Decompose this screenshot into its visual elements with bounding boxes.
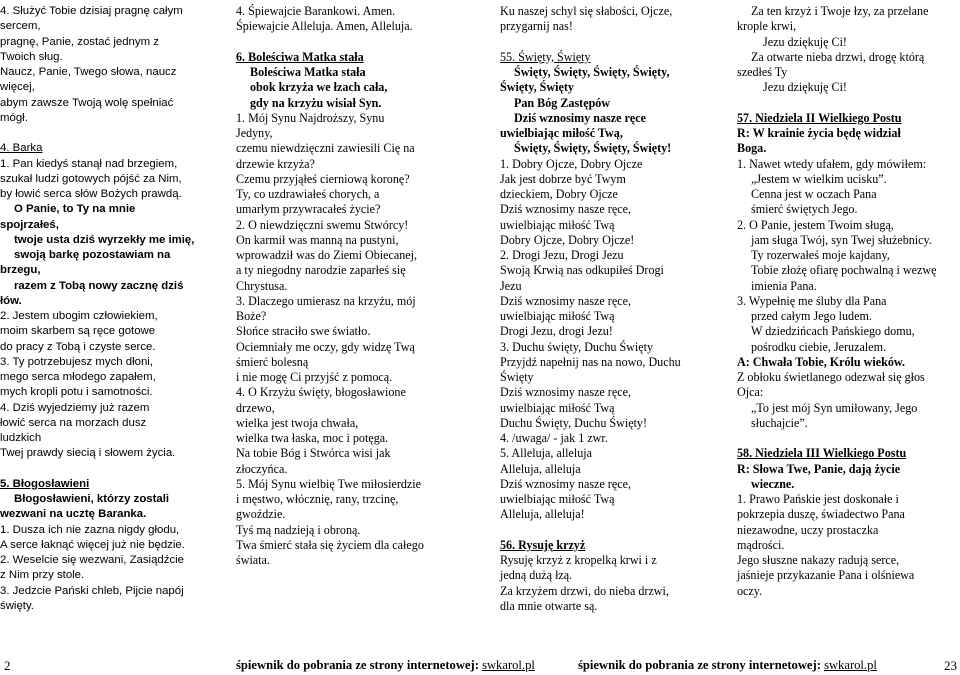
text-line: uwielbiając miłość Twą bbox=[500, 309, 615, 323]
text-line: 1. Pan kiedyś stanął nad brzegiem, bbox=[0, 157, 178, 170]
footer-link[interactable]: swkarol.pl bbox=[824, 658, 877, 672]
text-line: oczy. bbox=[737, 583, 763, 598]
text-line: Boga. bbox=[737, 141, 767, 156]
text-line: abym zawsze Twoją wolę spełniać bbox=[0, 96, 174, 109]
text-line: Boleściwa Matka stała bbox=[250, 65, 366, 79]
text-line: Za ten krzyż i Twoje łzy, za przelane bbox=[751, 4, 929, 18]
text-line: wielka twa łaska, moc i potęga. bbox=[236, 431, 389, 445]
text-line: Ty rozerwałeś moje kajdany, bbox=[751, 248, 890, 262]
text-line: śmierć bolesną bbox=[236, 354, 309, 369]
text-line: 2. Jestem ubogim człowiekiem, bbox=[0, 310, 158, 322]
footer-link[interactable]: swkarol.pl bbox=[482, 658, 535, 672]
column-4 bbox=[737, 4, 960, 599]
text-line: swoją barkę pozostawiam na bbox=[14, 249, 171, 261]
text-line: drzewie krzyża? bbox=[236, 156, 315, 171]
text-line: święty. bbox=[0, 599, 34, 612]
text-line: wezwani na ucztę Baranka. bbox=[0, 508, 147, 521]
text-line: łowić serca na morzach dusz bbox=[0, 416, 147, 429]
text-line: 57. Niedziela II Wielkiego Postu bbox=[737, 110, 902, 125]
text-line: niezawodne, uczy prostaczka bbox=[737, 522, 879, 537]
text-line: Jezu bbox=[500, 278, 522, 293]
text-line: moim skarbem są ręce gotowe bbox=[0, 325, 156, 338]
text-line: Ku naszej schyl się słabości, Ojcze, bbox=[500, 4, 673, 18]
text-line: 1. Nawet wtedy ufałem, gdy mówiłem: bbox=[737, 156, 927, 171]
text-line: 55. Święty, Święty bbox=[500, 49, 591, 64]
text-line: Dziś wznosimy nasze ręce, bbox=[500, 202, 631, 217]
text-line: 5. Błogosławieni bbox=[0, 477, 90, 490]
text-line: 3. Dlaczego umierasz na krzyżu, mój bbox=[236, 293, 416, 308]
text-line bbox=[500, 523, 726, 538]
text-line: Swoją Krwią nas odkupiłeś Drogi bbox=[500, 263, 664, 278]
text-line: łów. bbox=[0, 294, 22, 307]
text-line: Tobie złożę ofiarę pochwalną i wezwę bbox=[751, 263, 937, 278]
text-line: krople krwi, bbox=[737, 19, 797, 34]
text-line: 1. Mój Synu Najdroższy, Synu bbox=[236, 110, 385, 125]
text-line: Dziś wznosimy nasze ręce, bbox=[500, 385, 631, 400]
text-line: Błogosławieni, którzy zostali bbox=[14, 493, 170, 505]
text-line: ludzkich bbox=[0, 432, 42, 444]
text-line: Rysuję krzyż z kropelką krwi i z bbox=[500, 553, 657, 567]
text-line: uwielbiając miłość Twą bbox=[500, 400, 615, 415]
page-number-left: 2 bbox=[4, 658, 11, 673]
text-line: Jego słuszne nakazy radują serce, bbox=[737, 553, 900, 567]
text-line: Święty bbox=[500, 370, 534, 384]
text-line: szukał ludzi gotowych pójść za Nim, bbox=[0, 172, 182, 185]
text-line: Za krzyżem drzwi, do nieba drzwi, bbox=[500, 583, 669, 598]
column-3 bbox=[500, 4, 726, 614]
text-line: dla mnie otwarte są. bbox=[500, 598, 598, 613]
text-line: mego serca młodego zapałem, bbox=[0, 371, 156, 383]
text-line: uwielbiając miłość Twą bbox=[500, 492, 615, 506]
text-line: pragnę, Panie, zostać jednym z bbox=[0, 35, 159, 48]
text-line: umarłym przywracałeś życie? bbox=[236, 202, 381, 217]
text-line: Twoich sług. bbox=[0, 50, 63, 63]
text-line: 6. Boleściwa Matka stała bbox=[236, 49, 364, 64]
text-line: brzegu, bbox=[0, 264, 41, 277]
text-line bbox=[737, 96, 960, 111]
text-line: spojrzałeś, bbox=[0, 218, 59, 231]
text-line: A: Chwała Tobie, Królu wieków. bbox=[737, 354, 905, 369]
text-line: imienia Pana. bbox=[751, 278, 817, 293]
text-line: do pracy z Tobą i czyste serce. bbox=[0, 340, 156, 353]
text-line: 2. O niewdzięczni swemu Stwórcy! bbox=[236, 217, 409, 232]
text-line bbox=[737, 431, 960, 446]
text-line: sercem, bbox=[0, 20, 41, 33]
text-line: mądrości. bbox=[737, 537, 785, 552]
page-number-right: 23 bbox=[944, 658, 957, 673]
text-line: 3. Duchu święty, Duchu Święty bbox=[500, 339, 654, 354]
text-line: szedłeś Ty bbox=[737, 65, 788, 79]
text-line: 4. Barka bbox=[0, 142, 43, 155]
text-line: wieczne. bbox=[751, 476, 795, 491]
text-line: 5. Mój Synu wielbię Twe miłosierdzie bbox=[236, 476, 422, 491]
text-line: Ty, co uzdrawiałeś chorych, a bbox=[236, 187, 380, 201]
text-line bbox=[0, 126, 228, 141]
text-line: Na tobie Bóg i Stwórca wisi jak bbox=[236, 446, 391, 461]
text-line: Duchu Święty, Duchu Święty! bbox=[500, 415, 648, 430]
text-line: obok krzyża we łzach cała, bbox=[250, 80, 388, 95]
text-line: W dziedzińcach Pańskiego domu, bbox=[751, 324, 915, 339]
text-line: 4. O Krzyżu święty, błogosławione bbox=[236, 385, 406, 400]
text-line: Jak jest dobrze być Twym bbox=[500, 171, 626, 186]
text-line: 3. Wypełnię me śluby dla Pana bbox=[737, 293, 887, 308]
text-line: Śpiewajcie Alleluja. Amen, Alleluja. bbox=[236, 19, 413, 34]
text-line: 2. O Panie, jestem Twoim sługą, bbox=[737, 217, 894, 232]
text-line: Dziś wznosimy nasze ręce bbox=[514, 110, 646, 125]
text-line: 56. Rysuję krzyż bbox=[500, 537, 586, 552]
text-line: Dziś wznosimy nasze ręce, bbox=[500, 476, 631, 491]
text-line: słuchajcie”. bbox=[751, 415, 808, 430]
text-line: Przyjdź napełnij nas na nowo, Duchu bbox=[500, 354, 681, 369]
text-line: Święty, Święty, Święty, Święty, bbox=[514, 65, 670, 79]
text-line: a ty niegodny narodzie zaparłeś się bbox=[236, 263, 406, 278]
text-line: 4. Dziś wyjedziemy już razem bbox=[0, 401, 150, 414]
text-line: śmierć świętych Jego. bbox=[751, 202, 858, 217]
text-line: 1. Dusza ich nie zazna nigdy głodu, bbox=[0, 523, 180, 536]
text-line: pokrzepia duszę, świadectwo Pana bbox=[737, 507, 905, 522]
text-line: 4. Służyć Tobie dzisiaj pragnę całym bbox=[0, 5, 183, 17]
text-line bbox=[0, 462, 228, 477]
text-line: Jezu dziękuję Ci! bbox=[763, 34, 847, 49]
text-line: pośrodku ciebie, Jeruzalem. bbox=[751, 339, 886, 354]
text-line: Z obłoku świetlanego odezwał się głos bbox=[737, 370, 925, 384]
text-line: Jezu dziękuję Ci! bbox=[763, 80, 847, 95]
text-line: 4. Śpiewajcie Barankowi. Amen. bbox=[236, 4, 396, 18]
text-line: drzewo, bbox=[236, 400, 275, 415]
text-line: wprowadził was do Ziemi Obiecanej, bbox=[236, 248, 418, 262]
text-line: 3. Jedzcie Pański chleb, Pijcie napój bbox=[0, 584, 184, 597]
text-line: 1. Dobry Ojcze, Dobry Ojcze bbox=[500, 156, 643, 171]
text-line bbox=[236, 35, 468, 50]
text-line: Święty, Święty, Święty, Święty! bbox=[514, 141, 672, 156]
text-line: Ociemniały me oczy, gdy widzę Twą bbox=[236, 339, 415, 354]
text-line: uwielbiając miłość Twą bbox=[500, 217, 615, 232]
column-1 bbox=[0, 4, 228, 614]
text-line: 58. Niedziela III Wielkiego Postu bbox=[737, 446, 907, 461]
footer-text: śpiewnik do pobrania ze strony internetowej: bbox=[578, 658, 821, 672]
text-line: Chrystusa. bbox=[236, 278, 288, 293]
text-line: dzieckiem, Dobry Ojcze bbox=[500, 187, 618, 201]
text-line: 2. Drogi Jezu, Drogi Jezu bbox=[500, 248, 624, 262]
text-line: Pan Bóg Zastępów bbox=[514, 95, 611, 110]
text-line: Słońce straciło swe światło. bbox=[236, 324, 371, 339]
text-line: R: W krainie życia będę widział bbox=[737, 126, 901, 140]
text-line: A serce łaknąć więcej już nie będzie. bbox=[0, 538, 185, 551]
text-line: Dobry Ojcze, Dobry Ojcze! bbox=[500, 232, 635, 247]
text-line: „To jest mój Syn umiłowany, Jego bbox=[751, 400, 918, 415]
text-line: Święty, Święty bbox=[500, 80, 574, 95]
text-line: 4. /uwaga/ - jak 1 zwr. bbox=[500, 431, 608, 445]
text-line: Za otwarte nieba drzwi, drogę którą bbox=[751, 49, 925, 64]
text-line: On karmił was manną na pustyni, bbox=[236, 232, 399, 247]
text-line: wielka jest twoja chwała, bbox=[236, 415, 359, 430]
footer-text: śpiewnik do pobrania ze strony internetowej: bbox=[236, 658, 479, 672]
footer-left bbox=[236, 658, 535, 673]
text-line: 2. Weselcie się wezwani, Zasiądźcie bbox=[0, 554, 185, 566]
text-line: Dziś wznosimy nasze ręce, bbox=[500, 293, 631, 308]
text-line: by łowić serca słów Bożych prawdą. bbox=[0, 188, 182, 200]
text-line: Tyś mą nadzieją i obroną. bbox=[236, 522, 361, 537]
text-line: Twa śmierć stała się życiem dla całego bbox=[236, 537, 424, 552]
text-line: R: Słowa Twe, Panie, dają życie bbox=[737, 461, 901, 476]
text-line: 5. Alleluja, alleluja bbox=[500, 446, 593, 461]
text-line: razem z Tobą nowy zacznę dziś bbox=[14, 279, 184, 292]
text-line: Alleluja, alleluja bbox=[500, 461, 581, 476]
text-line: O Panie, to Ty na mnie bbox=[14, 203, 136, 216]
text-line: jedną dużą łzą. bbox=[500, 568, 573, 583]
text-line: mych kropli potu i samotności. bbox=[0, 386, 153, 399]
text-line: więcej, bbox=[0, 81, 35, 94]
text-line: twoje usta dziś wyrzekły me imię, bbox=[14, 233, 195, 246]
text-line: „Jestem w wielkim ucisku”. bbox=[751, 171, 887, 186]
text-line: 3. Ty potrzebujesz mych dłoni, bbox=[0, 355, 154, 368]
text-line: Alleluja, alleluja! bbox=[500, 507, 585, 522]
text-line: świata. bbox=[236, 553, 270, 567]
text-line: uwielbiając miłość Twą, bbox=[500, 126, 623, 140]
text-line: i nie mogę Ci przyjść z pomocą. bbox=[236, 370, 393, 384]
footer-right bbox=[578, 658, 877, 673]
text-line: przed całym Jego ludem. bbox=[751, 309, 872, 323]
text-line: czemu niewdzięczni zawiesili Cię na bbox=[236, 141, 415, 156]
text-line: gdy na krzyżu wisiał Syn. bbox=[250, 95, 382, 110]
column-2 bbox=[236, 4, 468, 568]
text-line: Naucz, Panie, Twego słowa, naucz bbox=[0, 66, 177, 78]
text-line: i męstwo, włócznię, rany, trzcinę, bbox=[236, 492, 399, 506]
text-line: przygarnij nas! bbox=[500, 19, 573, 34]
text-line: z Nim przy stole. bbox=[0, 569, 85, 582]
text-line: gwoździe. bbox=[236, 507, 286, 522]
text-line: Jedyny, bbox=[236, 126, 273, 140]
text-line bbox=[500, 35, 726, 50]
text-line: złoczyńca. bbox=[236, 461, 288, 476]
text-line: Ojca: bbox=[737, 385, 764, 400]
text-line: Twej prawdy siecią i słowem życia. bbox=[0, 447, 176, 460]
text-line: Cenna jest w oczach Pana bbox=[751, 187, 877, 201]
text-line: Drogi Jezu, drogi Jezu! bbox=[500, 324, 613, 339]
text-line: jam sługa Twój, syn Twej służebnicy. bbox=[751, 232, 932, 247]
text-line: mógł. bbox=[0, 111, 28, 124]
text-line: Czemu przyjąłeś cierniową koronę? bbox=[236, 171, 410, 186]
text-line: Boże? bbox=[236, 309, 267, 323]
text-line: 1. Prawo Pańskie jest doskonałe i bbox=[737, 492, 899, 506]
text-line: jaśnieje przykazanie Pana i olśniewa bbox=[737, 568, 915, 583]
